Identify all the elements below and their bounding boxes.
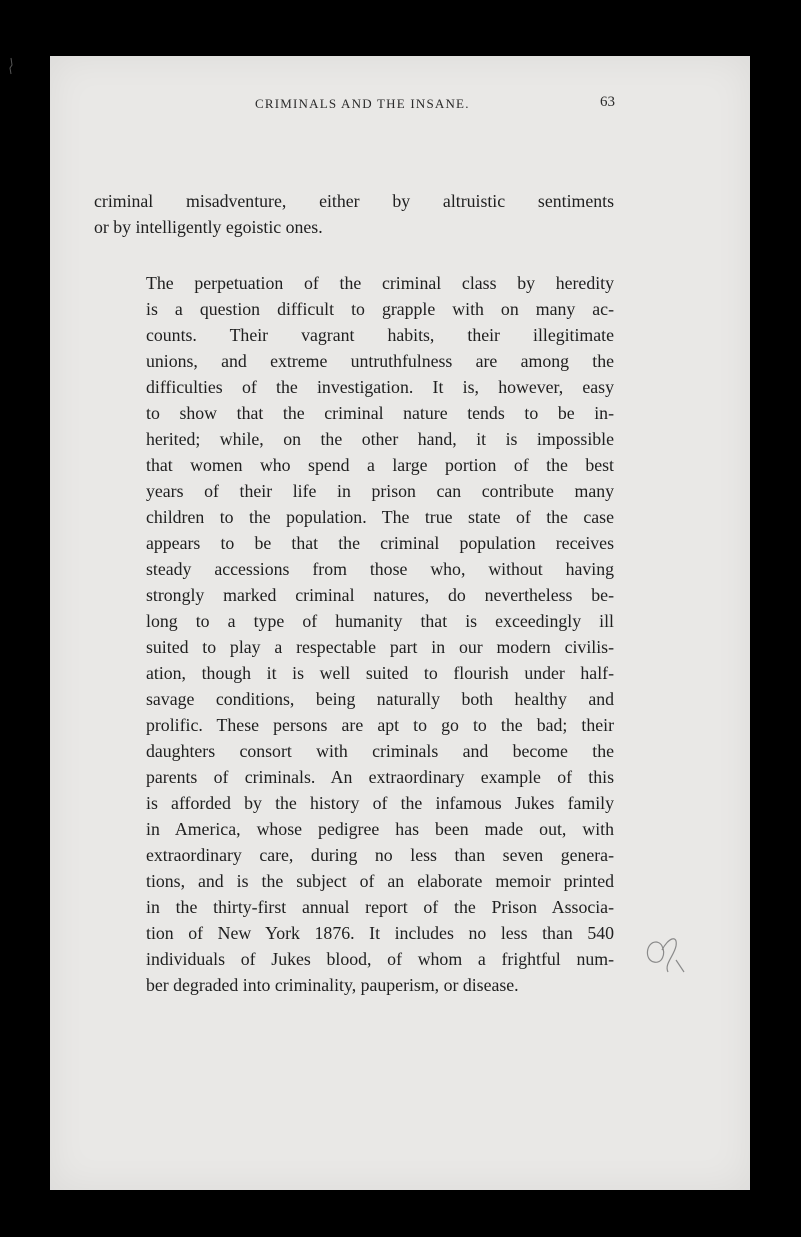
text-line: steady accessions from those who, without having bbox=[146, 559, 614, 579]
text-line: ber degraded into criminality, pauperism, or disease. bbox=[146, 975, 519, 995]
page-number: 63 bbox=[600, 94, 615, 110]
text-line: tions, and is the subject of an elaborate memoir printed bbox=[146, 871, 614, 891]
text-line: difficulties of the investigation. It is, however, easy bbox=[146, 377, 614, 397]
text-line: prolific. These persons are apt to go to the bad; their bbox=[146, 715, 614, 735]
text-line: parents of criminals. An extraordinary example of this bbox=[146, 767, 614, 787]
text-line: savage conditions, being naturally both healthy and bbox=[146, 689, 614, 709]
text-line: to show that the criminal nature tends to be in- bbox=[146, 403, 614, 423]
text-line: appears to be that the criminal population receives bbox=[146, 533, 614, 553]
text-line: unions, and extreme untruthfulness are among the bbox=[146, 351, 614, 371]
text-line: suited to play a respectable part in our modern civilis- bbox=[146, 637, 614, 657]
running-head-title: CRIMINALS AND THE INSANE. bbox=[255, 96, 470, 111]
paragraph-first-line: The perpetuation of the criminal class by heredity bbox=[146, 273, 614, 293]
running-head bbox=[0, 94, 615, 116]
text-line: herited; while, on the other hand, it is impossible bbox=[146, 429, 614, 449]
text-line: that women who spend a large portion of the best bbox=[146, 455, 614, 475]
text-line: criminal misadventure, either by altruistic sentiments bbox=[94, 191, 614, 211]
stray-mark bbox=[8, 56, 14, 76]
text-line: daughters consort with criminals and become the bbox=[146, 741, 614, 761]
text-line: strongly marked criminal natures, do nevertheless be- bbox=[146, 585, 614, 605]
text-line: children to the population. The true state of the case bbox=[146, 507, 614, 527]
text-line: in the thirty-first annual report of the Prison Associa- bbox=[146, 897, 614, 917]
text-line: or by intelligently egoistic ones. bbox=[94, 217, 323, 237]
handwritten-margin-mark bbox=[638, 920, 698, 980]
text-line: years of their life in prison can contribute many bbox=[146, 481, 614, 501]
text-line: individuals of Jukes blood, of whom a frightful num- bbox=[146, 949, 614, 969]
text-line: tion of New York 1876. It includes no less than 540 bbox=[146, 923, 614, 943]
text-line: is a question difficult to grapple with on many ac- bbox=[146, 299, 614, 319]
text-line: counts. Their vagrant habits, their illegitimate bbox=[146, 325, 614, 345]
text-line: is afforded by the history of the infamous Jukes family bbox=[146, 793, 614, 813]
text-line: long to a type of humanity that is exceedingly ill bbox=[146, 611, 614, 631]
text-line: in America, whose pedigree has been made out, with bbox=[146, 819, 614, 839]
text-line: ation, though it is well suited to flourish under half- bbox=[146, 663, 614, 683]
text-line: extraordinary care, during no less than seven genera- bbox=[146, 845, 614, 865]
